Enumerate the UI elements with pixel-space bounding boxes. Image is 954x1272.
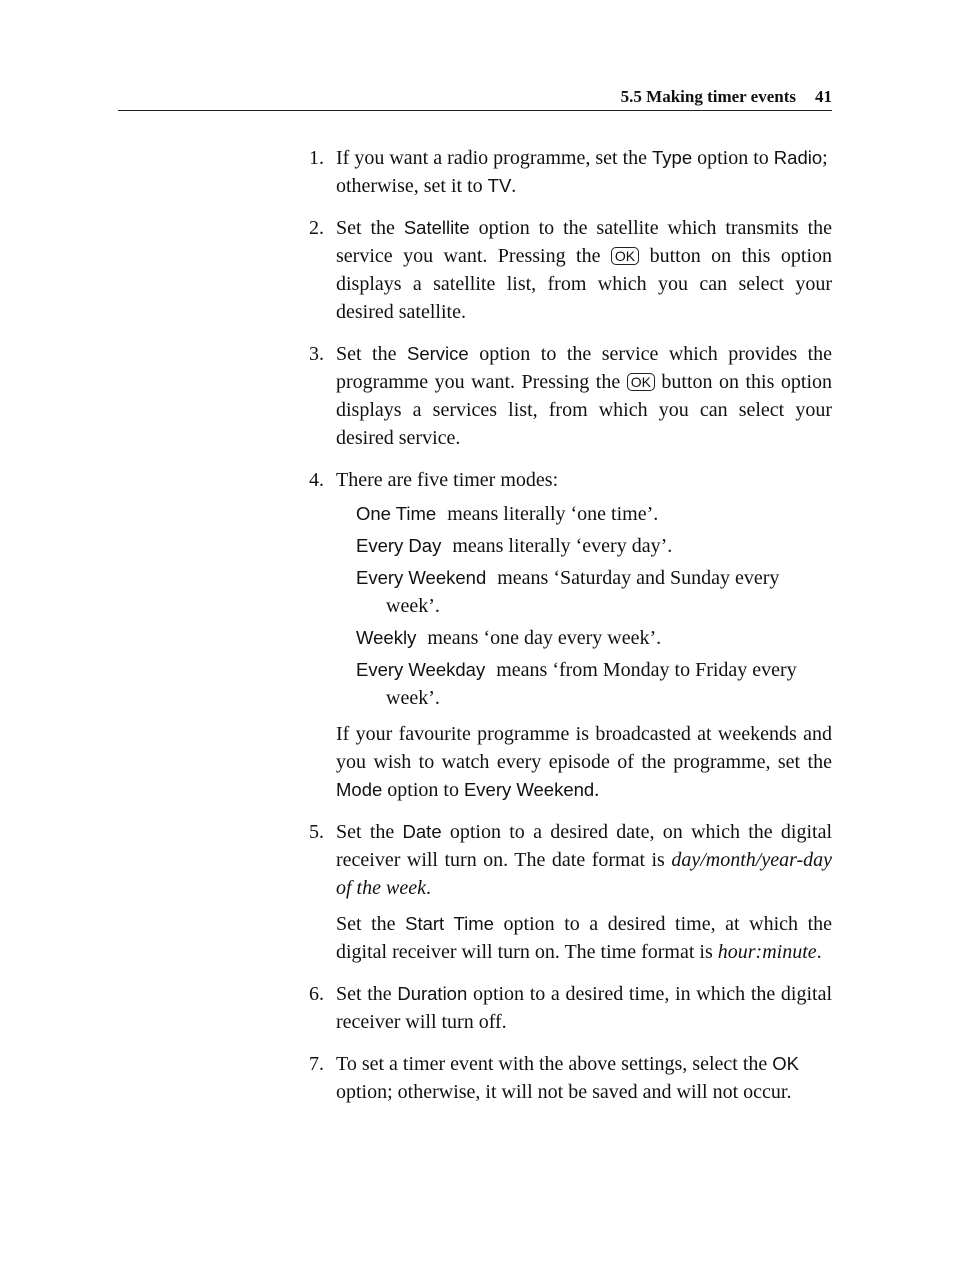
mode-term: Every Day (356, 535, 442, 556)
timer-mode-item (336, 532, 832, 560)
running-header (118, 86, 832, 111)
step-text-2: Set the Start Time option to a desired time, at which the digital receiver will turn on. The time format is hour:minute. (336, 913, 833, 963)
mode-desc: means literally ‘one time’. (447, 503, 659, 525)
time-format: hour:minute (717, 941, 817, 963)
step-text: To set a timer event with the above settings, select the OK option; otherwise, it will not be saved and will not occur. (336, 1053, 799, 1103)
step-4 (309, 466, 832, 804)
mode-term: Weekly (356, 627, 417, 648)
option-start-time: Start Time (405, 913, 494, 934)
option-satellite: Satellite (403, 217, 470, 238)
option-mode: Mode (336, 779, 383, 800)
ok-key-icon: OK (611, 247, 639, 265)
step-6 (309, 980, 833, 1036)
step-number: 5. (309, 821, 324, 843)
step-number: 7. (309, 1053, 324, 1075)
step-text: Set the Satellite option to the satellite which transmits the service you want. Pressing the OK button on this option displays a satellite list, from which you can select your desired satellite. (336, 217, 833, 323)
mode-desc: means ‘one day every week’. (427, 627, 662, 649)
step-text: There are five timer modes: (336, 469, 559, 491)
step-5 (309, 818, 833, 966)
page-number: 41 (815, 87, 832, 106)
mode-example-paragraph: If your favourite programme is broadcasted at weekends and you wish to watch every episode of the programme, set the Mode option to Every Weekend. (336, 723, 832, 801)
mode-term: Every Weekday (356, 659, 486, 680)
step-number: 1. (309, 147, 324, 169)
step-7 (309, 1050, 832, 1106)
step-text: Set the Date option to a desired date, on which the digital receiver will turn on. The date format is day/month/year-day of the week. (336, 821, 833, 899)
mode-desc: means ‘Saturday and Sunday every week’. (386, 567, 780, 617)
section-title: 5.5 Making timer events (620, 87, 796, 106)
step-2 (309, 214, 833, 326)
timer-mode-item (336, 624, 832, 652)
value-every-weekend: Every Weekend (463, 779, 595, 800)
step-text: If you want a radio programme, set the Type option to Radio; otherwise, set it to TV. (336, 147, 828, 197)
step-number: 6. (309, 983, 324, 1005)
step-number: 4. (309, 469, 324, 491)
step-number: 3. (309, 343, 324, 365)
step-text: Set the Duration option to a desired time, in which the digital receiver will turn off. (336, 983, 833, 1033)
date-format: day/month/year-day of the week (336, 849, 832, 899)
value-tv: TV (487, 175, 512, 196)
option-duration: Duration (397, 983, 468, 1004)
option-type: Type (652, 147, 693, 168)
mode-desc: means literally ‘every day’. (452, 535, 673, 557)
timer-mode-item (336, 656, 832, 712)
timer-mode-item (336, 564, 832, 620)
timer-mode-list (336, 500, 832, 712)
ok-key-icon: OK (627, 373, 655, 391)
value-radio: Radio (773, 147, 823, 168)
option-date: Date (402, 821, 442, 842)
step-3 (309, 340, 833, 452)
mode-desc: means ‘from Monday to Friday every week’. (386, 659, 797, 709)
option-ok: OK (772, 1053, 799, 1074)
step-list (309, 144, 833, 1120)
step-text: Set the Service option to the service which provides the programme you want. Pressing the OK button on this option displays a services list, from which you can select your desired service. (336, 343, 833, 449)
mode-term: One Time (356, 503, 437, 524)
mode-term: Every Weekend (356, 567, 487, 588)
timer-mode-item (336, 500, 832, 528)
step-number: 2. (309, 217, 324, 239)
step-1 (309, 144, 832, 200)
option-service: Service (406, 343, 469, 364)
